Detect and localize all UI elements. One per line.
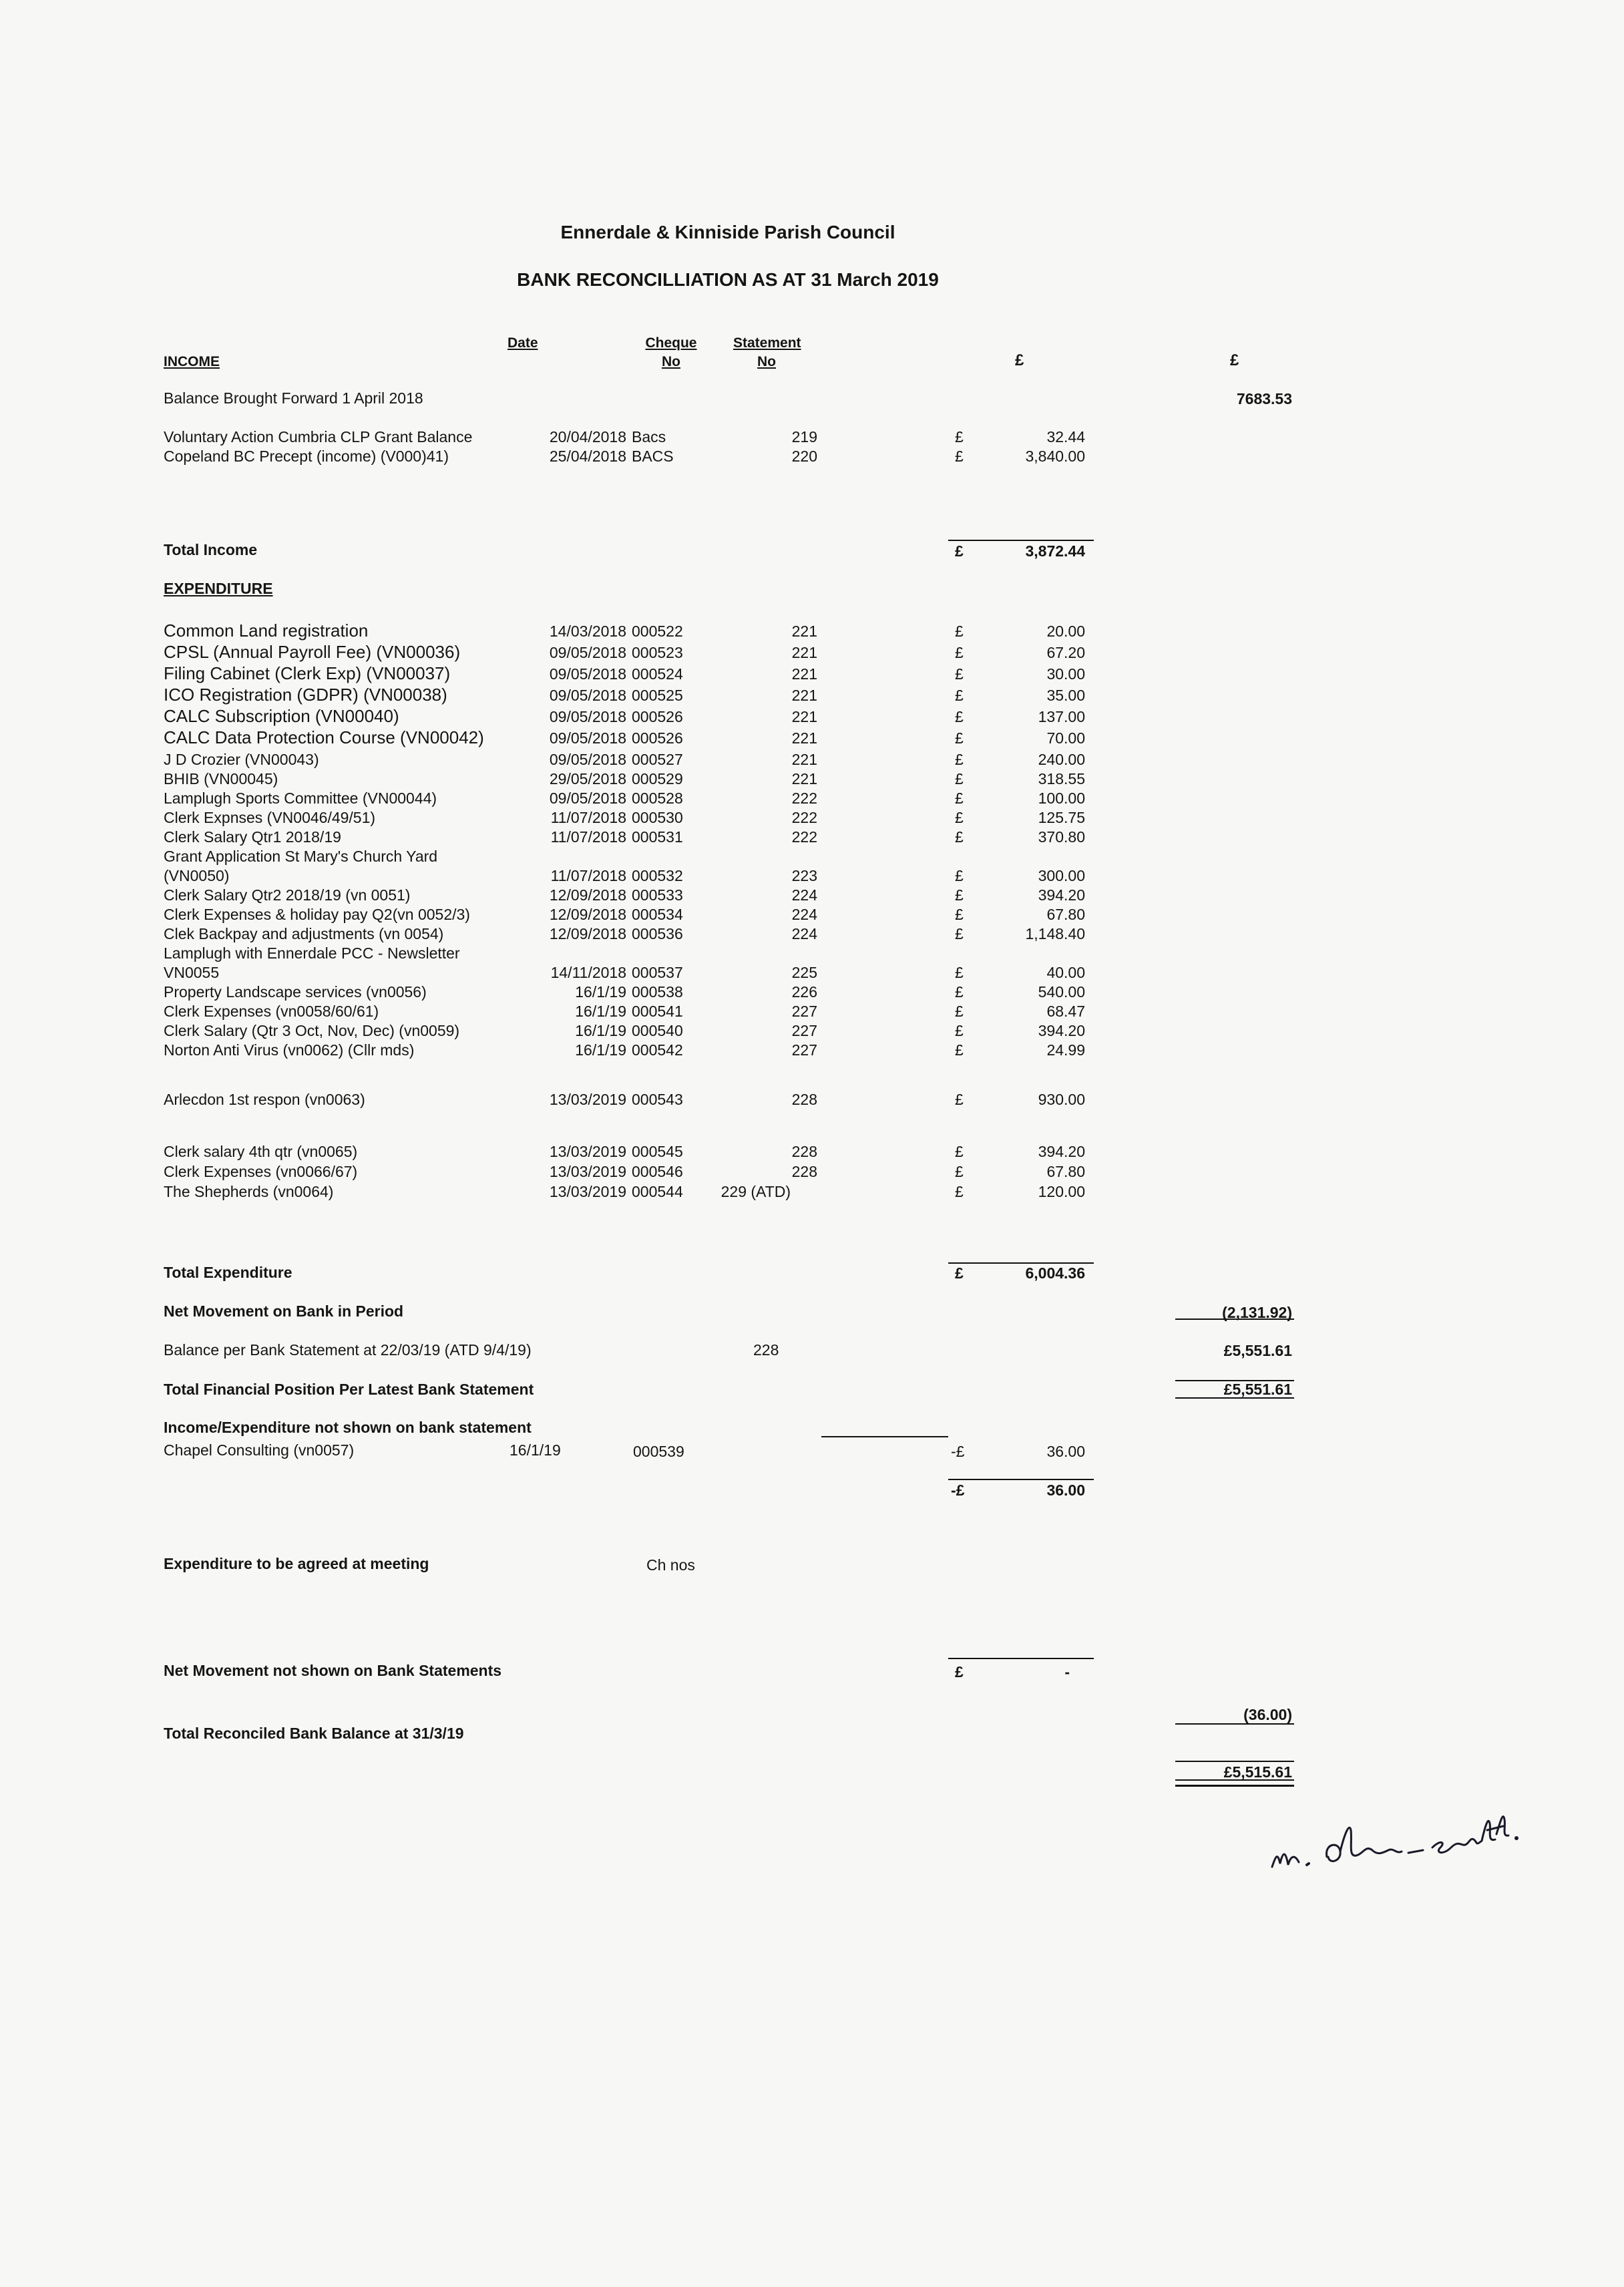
expenditure-row-currency: £ [955,789,964,807]
expenditure-row-desc: Clerk Salary Qtr1 2018/19 [164,828,341,846]
expenditure-row-date: 13/03/2019 [549,1183,626,1200]
expenditure-row-amount: 40.00 [1046,964,1085,981]
expenditure-row-desc: Filing Cabinet (Clerk Exp) (VN00037) [164,663,451,683]
expenditure-row-cheque: 000545 [632,1143,683,1160]
income-row-cheque: Bacs [632,428,666,446]
not-shown-currency: -£ [951,1443,965,1460]
expenditure-row-date: 09/05/2018 [549,687,626,704]
reconciled-label: Total Reconciled Bank Balance at 31/3/19 [164,1725,464,1742]
expenditure-row-date: 16/1/19 [575,1022,626,1039]
expenditure-row-date: 14/03/2018 [549,623,626,640]
expenditure-row-currency: £ [955,886,964,904]
expenditure-row-statement: 222 [791,809,817,826]
expenditure-row-statement: 228 [791,1091,817,1108]
expenditure-row-statement: 222 [791,789,817,807]
expenditure-row-desc: Clerk Salary (Qtr 3 Oct, Nov, Dec) (vn0059) [164,1022,460,1039]
col-pound-2: £ [1230,351,1239,369]
expenditure-row-currency: £ [955,809,964,826]
expenditure-row-amount: 70.00 [1046,729,1085,747]
expenditure-row-cheque: 000537 [632,964,683,981]
expenditure-row-desc: Clek Backpay and adjustments (vn 0054) [164,925,444,942]
expenditure-row-cheque: 000524 [632,665,683,683]
expenditure-row-statement: 223 [791,867,817,884]
total-income-amount: 3,872.44 [1025,542,1085,560]
expenditure-row-currency: £ [955,906,964,923]
expenditure-row-desc: Norton Anti Virus (vn0062) (Cllr mds) [164,1041,415,1059]
not-shown-total-rule [948,1479,1094,1480]
total-financial-amount: £5,551.61 [1223,1381,1292,1398]
expenditure-row-currency: £ [955,623,964,640]
expenditure-row-amount: 394.20 [1038,1143,1085,1160]
expenditure-row-currency: £ [955,964,964,981]
income-row-currency: £ [955,428,964,446]
expenditure-row-cheque: 000543 [632,1091,683,1108]
income-row-date: 20/04/2018 [549,428,626,446]
expenditure-row-statement: 221 [791,644,817,661]
expenditure-row-amount: 930.00 [1038,1091,1085,1108]
expenditure-row-desc: ICO Registration (GDPR) (VN00038) [164,685,447,705]
col-cheque: Cheque [645,335,697,351]
handwritten-signature [1265,1803,1573,1884]
col-statement: Statement [733,335,801,351]
expenditure-row-statement: 229 (ATD) [721,1183,791,1200]
expenditure-row-cheque: 000542 [632,1041,683,1059]
total-expenditure-rule [948,1262,1094,1264]
expenditure-row-cheque: 000541 [632,1003,683,1020]
col-statement-no: No [757,354,776,369]
net-not-shown-currency: £ [955,1663,964,1681]
expenditure-row-desc: CALC Data Protection Course (VN00042) [164,727,484,747]
expenditure-row-cheque: 000526 [632,708,683,725]
expenditure-row-currency: £ [955,828,964,846]
expenditure-row-desc: Clerk Expenses (vn0058/60/61) [164,1003,379,1020]
balance-bf-label: Balance Brought Forward 1 April 2018 [164,389,423,407]
expenditure-row-cheque: 000538 [632,983,683,1001]
expenditure-row-desc: Clerk Expenses (vn0066/67) [164,1163,358,1180]
expenditure-row-date: 29/05/2018 [549,770,626,787]
col-date: Date [508,335,538,351]
balance-bf-amount: 7683.53 [1236,390,1292,407]
expenditure-row-amount: 67.80 [1046,906,1085,923]
expenditure-row-statement: 226 [791,983,817,1001]
expenditure-row-statement: 227 [791,1022,817,1039]
expenditure-row-statement: 227 [791,1003,817,1020]
expenditure-row-cheque: 000526 [632,729,683,747]
to-agree-ch-nos: Ch nos [646,1556,695,1574]
report-title: BANK RECONCILLIATION AS AT 31 March 2019 [517,269,939,290]
expenditure-row-statement: 224 [791,925,817,942]
expenditure-row-amount: 67.20 [1046,644,1085,661]
expenditure-row-amount: 120.00 [1038,1183,1085,1200]
expenditure-row-currency: £ [955,1163,964,1180]
not-shown-rule [821,1436,948,1437]
total-expenditure-label: Total Expenditure [164,1264,292,1281]
expenditure-row-currency: £ [955,1183,964,1200]
expenditure-row-date: 16/1/19 [575,1041,626,1059]
total-expenditure-currency: £ [955,1264,964,1282]
net-not-shown-rule [948,1658,1094,1659]
expenditure-row-statement: 221 [791,665,817,683]
expenditure-row-date: 09/05/2018 [549,665,626,683]
net-movement-amount: (2,131.92) [1222,1304,1292,1321]
expenditure-row-desc: Common Land registration [164,621,369,641]
not-shown-total-currency: -£ [951,1481,965,1499]
expenditure-row-date: 13/03/2019 [549,1143,626,1160]
expenditure-row-desc: Clerk Salary Qtr2 2018/19 (vn 0051) [164,886,411,904]
not-shown-cheque: 000539 [633,1443,684,1460]
to-agree-label: Expenditure to be agreed at meeting [164,1555,429,1572]
expenditure-row-amount: 20.00 [1046,623,1085,640]
expenditure-row-cheque: 000531 [632,828,683,846]
expenditure-row-desc: Clerk Expenses & holiday pay Q2(vn 0052/3) [164,906,470,923]
expenditure-row-desc: Clerk salary 4th qtr (vn0065) [164,1143,358,1160]
not-shown-date: 16/1/19 [510,1441,561,1459]
expenditure-row-statement: 221 [791,770,817,787]
expenditure-row-cheque: 000532 [632,867,683,884]
not-shown-total-amount: 36.00 [1046,1481,1085,1499]
expenditure-row-amount: 318.55 [1038,770,1085,787]
expenditure-row-cheque: 000522 [632,623,683,640]
expenditure-row-desc: J D Crozier (VN00043) [164,751,319,768]
expenditure-row-amount: 370.80 [1038,828,1085,846]
col-pound-1: £ [1015,351,1024,369]
expenditure-row-statement: 222 [791,828,817,846]
expenditure-row-amount: 394.20 [1038,1022,1085,1039]
expenditure-row-currency: £ [955,644,964,661]
expenditure-row-date: 09/05/2018 [549,751,626,768]
expenditure-row-cheque: 000529 [632,770,683,787]
expenditure-row-date: 12/09/2018 [549,906,626,923]
expenditure-row-date: 11/07/2018 [550,809,626,826]
expenditure-row-desc: Lamplugh with Ennerdale PCC - Newsletter [164,944,460,962]
expenditure-row-amount: 100.00 [1038,789,1085,807]
expenditure-row-cheque: 000528 [632,789,683,807]
not-shown-desc: Chapel Consulting (vn0057) [164,1441,355,1459]
expenditure-row-date: 12/09/2018 [549,886,626,904]
expenditure-row-amount: 24.99 [1046,1041,1085,1059]
expenditure-row-cheque: 000523 [632,644,683,661]
expenditure-row-statement: 221 [791,687,817,704]
income-row-statement: 220 [791,448,817,465]
expenditure-row-cheque: 000525 [632,687,683,704]
expenditure-row-date: 12/09/2018 [549,925,626,942]
expenditure-row-statement: 224 [791,906,817,923]
income-heading: INCOME [164,354,220,369]
expenditure-row-amount: 30.00 [1046,665,1085,683]
expenditure-row-statement: 227 [791,1041,817,1059]
expenditure-row-cheque: 000536 [632,925,683,942]
expenditure-row-desc: CALC Subscription (VN00040) [164,706,399,726]
expenditure-row-amount: 125.75 [1038,809,1085,826]
expenditure-row-date: 09/05/2018 [549,789,626,807]
expenditure-row-date: 09/05/2018 [549,729,626,747]
expenditure-row-currency: £ [955,770,964,787]
expenditure-row-statement: 221 [791,708,817,725]
expenditure-row-cheque: 000540 [632,1022,683,1039]
expenditure-row-date: 09/05/2018 [549,644,626,661]
total-income-currency: £ [955,542,964,560]
expenditure-row-statement: 224 [791,886,817,904]
expenditure-row-desc: Property Landscape services (vn0056) [164,983,427,1001]
expenditure-row-desc: (VN0050) [164,867,230,884]
expenditure-row-desc: The Shepherds (vn0064) [164,1183,334,1200]
balance-statement-no: 228 [753,1341,779,1359]
expenditure-row-desc: CPSL (Annual Payroll Fee) (VN00036) [164,642,461,662]
income-row-amount: 3,840.00 [1025,448,1085,465]
expenditure-row-amount: 300.00 [1038,867,1085,884]
expenditure-row-currency: £ [955,1091,964,1108]
income-row-amount: 32.44 [1046,428,1085,446]
expenditure-row-currency: £ [955,1143,964,1160]
expenditure-row-currency: £ [955,729,964,747]
expenditure-row-desc: Clerk Expnses (VN0046/49/51) [164,809,376,826]
expenditure-row-currency: £ [955,1022,964,1039]
expenditure-row-desc: Grant Application St Mary's Church Yard [164,848,438,865]
expenditure-row-cheque: 000546 [632,1163,683,1180]
total-expenditure-amount: 6,004.36 [1025,1264,1085,1282]
expenditure-row-desc: VN0055 [164,964,220,981]
expenditure-row-amount: 240.00 [1038,751,1085,768]
expenditure-row-currency: £ [955,1041,964,1059]
expenditure-row-date: 14/11/2018 [550,964,626,981]
expenditure-row-amount: 540.00 [1038,983,1085,1001]
expenditure-row-amount: 35.00 [1046,687,1085,704]
col-cheque-no: No [662,354,680,369]
expenditure-row-statement: 228 [791,1143,817,1160]
expenditure-row-currency: £ [955,665,964,683]
expenditure-row-currency: £ [955,687,964,704]
expenditure-row-statement: 225 [791,964,817,981]
expenditure-row-currency: £ [955,1003,964,1020]
expenditure-row-date: 11/07/2018 [550,828,626,846]
income-row-date: 25/04/2018 [549,448,626,465]
income-row-desc: Voluntary Action Cumbria CLP Grant Balance [164,428,473,446]
expenditure-row-date: 13/03/2019 [549,1163,626,1180]
expenditure-row-desc: Arlecdon 1st respon (vn0063) [164,1091,365,1108]
expenditure-row-statement: 228 [791,1163,817,1180]
expenditure-row-amount: 68.47 [1046,1003,1085,1020]
expenditure-row-desc: Lamplugh Sports Committee (VN00044) [164,789,437,807]
expenditure-row-date: 11/07/2018 [550,867,626,884]
balance-statement-amount: £5,551.61 [1223,1342,1292,1359]
expenditure-row-statement: 221 [791,751,817,768]
expenditure-row-currency: £ [955,751,964,768]
expenditure-row-statement: 221 [791,729,817,747]
income-row-currency: £ [955,448,964,465]
income-row-desc: Copeland BC Precept (income) (V000)41) [164,448,449,465]
income-row-cheque: BACS [632,448,674,465]
total-financial-label: Total Financial Position Per Latest Bank Statement [164,1381,534,1398]
reconciled-adjust: (36.00) [1243,1706,1292,1723]
expenditure-row-cheque: 000544 [632,1183,683,1200]
expenditure-row-amount: 67.80 [1046,1163,1085,1180]
expenditure-row-currency: £ [955,983,964,1001]
reconciled-double-rule [1175,1779,1294,1787]
net-movement-label: Net Movement on Bank in Period [164,1302,404,1320]
expenditure-row-amount: 394.20 [1038,886,1085,904]
total-income-label: Total Income [164,541,258,558]
org-title: Ennerdale & Kinniside Parish Council [560,222,895,242]
expenditure-row-statement: 221 [791,623,817,640]
net-not-shown-amount: - [1064,1663,1070,1681]
expenditure-row-amount: 137.00 [1038,708,1085,725]
expenditure-row-cheque: 000534 [632,906,683,923]
expenditure-heading: EXPENDITURE [164,580,273,597]
expenditure-row-date: 13/03/2019 [549,1091,626,1108]
expenditure-row-cheque: 000527 [632,751,683,768]
expenditure-row-date: 16/1/19 [575,983,626,1001]
not-shown-label: Income/Expenditure not shown on bank statement [164,1419,532,1436]
reconciled-rule-top [1175,1761,1294,1762]
expenditure-row-cheque: 000533 [632,886,683,904]
total-income-rule [948,540,1094,541]
income-row-statement: 219 [791,428,817,446]
expenditure-row-amount: 1,148.40 [1025,925,1085,942]
expenditure-row-date: 09/05/2018 [549,708,626,725]
reconciled-amount: £5,515.61 [1223,1763,1292,1781]
balance-statement-label: Balance per Bank Statement at 22/03/19 (ATD 9/4/19) [164,1341,532,1359]
expenditure-row-currency: £ [955,708,964,725]
expenditure-row-date: 16/1/19 [575,1003,626,1020]
not-shown-amount: 36.00 [1046,1443,1085,1460]
expenditure-row-currency: £ [955,867,964,884]
expenditure-row-currency: £ [955,925,964,942]
reconciled-adjust-rule [1175,1723,1294,1725]
expenditure-row-desc: BHIB (VN00045) [164,770,278,787]
expenditure-row-cheque: 000530 [632,809,683,826]
net-not-shown-label: Net Movement not shown on Bank Statements [164,1662,502,1679]
